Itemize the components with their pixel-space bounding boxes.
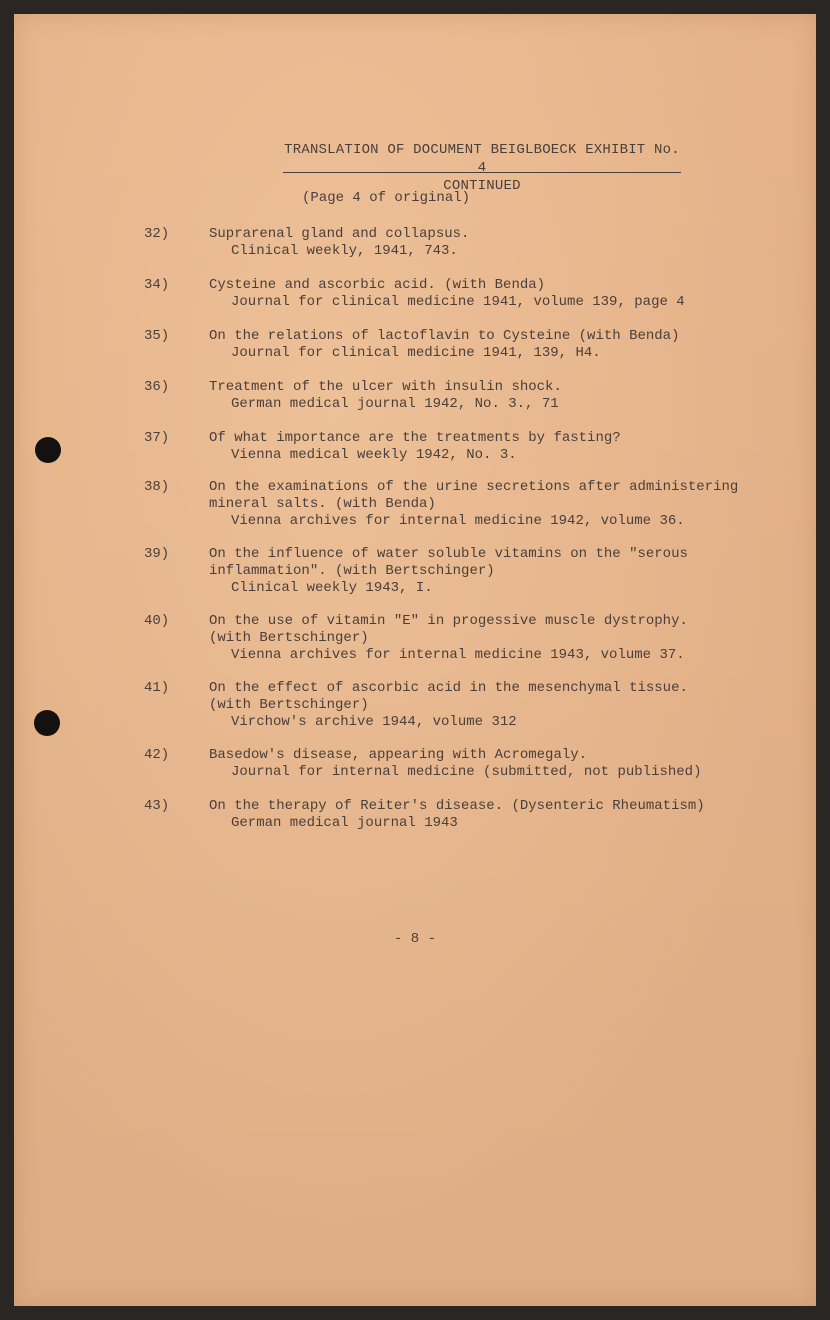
entry-title: Treatment of the ulcer with insulin shock. xyxy=(209,379,562,395)
entry-title-cont: mineral salts. (with Benda) xyxy=(209,496,436,512)
entry-source: German medical journal 1942, No. 3., 71 xyxy=(231,396,559,412)
header-continued: CONTINUED xyxy=(443,178,521,194)
entry-number: 42) xyxy=(144,747,170,763)
entry-title: On the examinations of the urine secretions after administering xyxy=(209,479,739,495)
entry-number: 40) xyxy=(144,613,170,629)
document-page xyxy=(14,14,816,1306)
entry-number: 36) xyxy=(144,379,170,395)
entry-number: 41) xyxy=(144,680,170,696)
entry-source: Virchow's archive 1944, volume 312 xyxy=(231,714,517,730)
entry-number: 39) xyxy=(144,546,170,562)
entry-number: 38) xyxy=(144,479,170,495)
page-number: - 8 - xyxy=(393,931,436,947)
punch-hole xyxy=(35,437,61,463)
entry-source: Journal for clinical medicine 1941, volume 139, page 4 xyxy=(231,294,685,310)
entry-title: On the effect of ascorbic acid in the mesenchymal tissue. xyxy=(209,680,688,696)
entry-source: Clinical weekly 1943, I. xyxy=(231,580,433,596)
entry-title: On the relations of lactoflavin to Cysteine (with Benda) xyxy=(209,328,680,344)
header-title: TRANSLATION OF DOCUMENT BEIGLBOECK EXHIBIT No. 4 xyxy=(284,142,680,176)
punch-hole xyxy=(34,710,60,736)
entry-number: 43) xyxy=(144,798,170,814)
entry-title-cont: (with Bertschinger) xyxy=(209,697,369,713)
entry-title: On the therapy of Reiter's disease. (Dysenteric Rheumatism) xyxy=(209,798,705,814)
entry-title: On the influence of water soluble vitamins on the "serous xyxy=(209,546,688,562)
entry-title-cont: inflammation". (with Bertschinger) xyxy=(209,563,495,579)
entry-source: Vienna archives for internal medicine 1943, volume 37. xyxy=(231,647,685,663)
header-underline xyxy=(283,172,681,173)
entry-number: 32) xyxy=(144,226,170,242)
document-header xyxy=(283,141,681,195)
entry-title: Suprarenal gland and collapsus. xyxy=(209,226,470,242)
entry-title: On the use of vitamin "E" in progessive muscle dystrophy. xyxy=(209,613,688,629)
entry-number: 35) xyxy=(144,328,170,344)
page-subtitle: (Page 4 of original) xyxy=(302,190,471,206)
entry-source: Vienna medical weekly 1942, No. 3. xyxy=(231,447,517,463)
entry-title: Basedow's disease, appearing with Acromegaly. xyxy=(209,747,588,763)
entry-source: German medical journal 1943 xyxy=(231,815,458,831)
entry-title: Of what importance are the treatments by fasting? xyxy=(209,430,621,446)
entry-number: 34) xyxy=(144,277,170,293)
entry-source: Clinical weekly, 1941, 743. xyxy=(231,243,458,259)
entry-source: Journal for clinical medicine 1941, 139, H4. xyxy=(231,345,601,361)
entry-source: Journal for internal medicine (submitted, not published) xyxy=(231,764,702,780)
entry-title: Cysteine and ascorbic acid. (with Benda) xyxy=(209,277,546,293)
entry-source: Vienna archives for internal medicine 1942, volume 36. xyxy=(231,513,685,529)
entry-number: 37) xyxy=(144,430,170,446)
entry-title-cont: (with Bertschinger) xyxy=(209,630,369,646)
